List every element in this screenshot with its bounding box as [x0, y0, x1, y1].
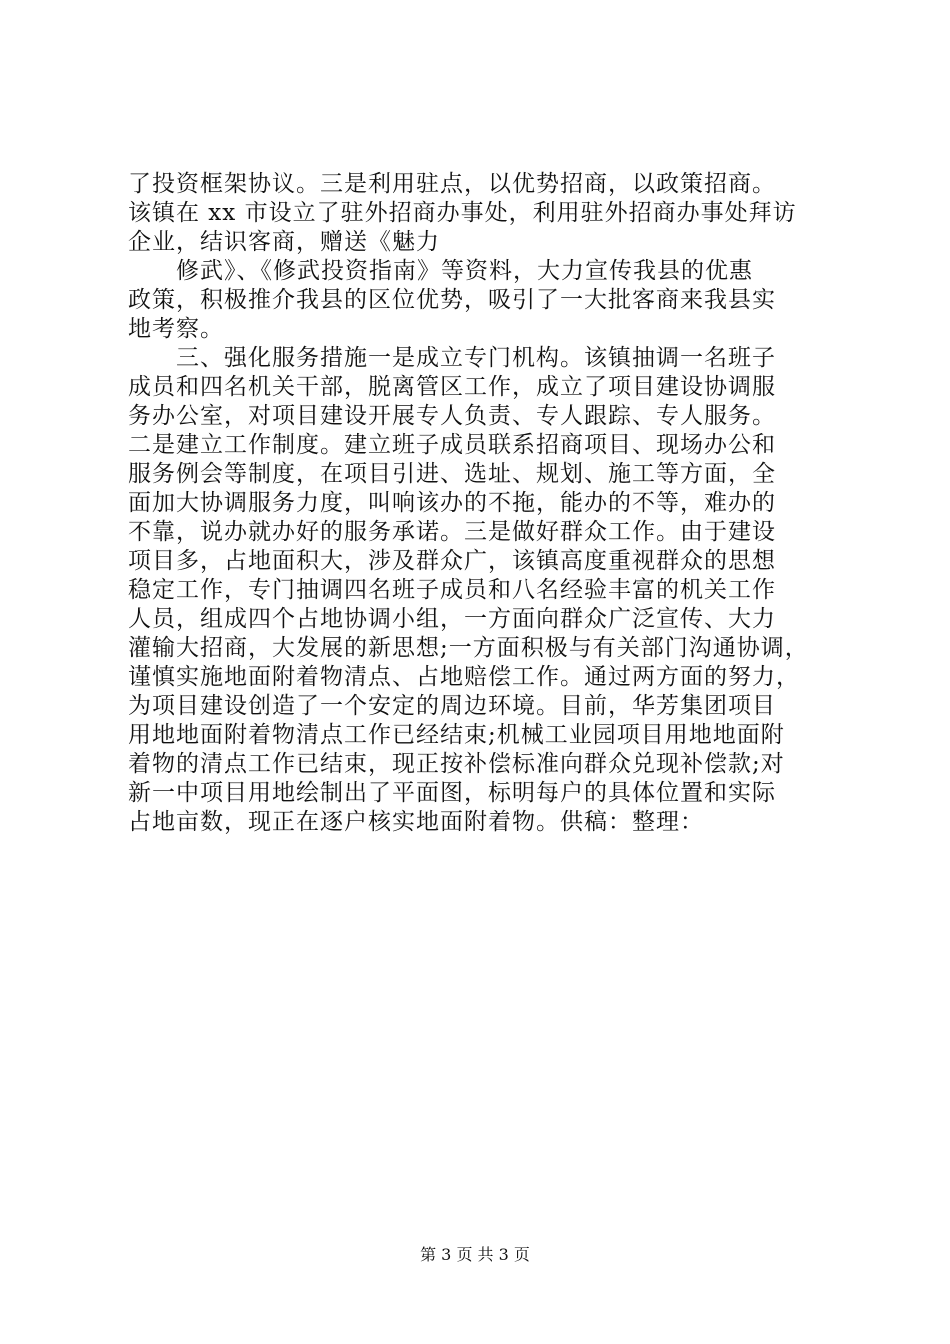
body-line: 该镇在 xx 市设立了驻外招商办事处，利用驻外招商办事处拜访: [128, 200, 797, 226]
document-body: [128, 170, 828, 837]
section-heading-line: 三、强化服务措施一是成立专门机构。该镇抽调一名班子: [176, 345, 776, 371]
body-line: 为项目建设创造了一个安定的周边环境。目前，华芳集团项目: [128, 693, 776, 719]
body-line: 面加大协调服务力度，叫响该办的不拖，能办的不等，难办的: [128, 490, 776, 516]
page-number-footer: 第 3 页 共 3 页: [420, 1245, 530, 1264]
body-line: 地考察。: [128, 316, 224, 342]
body-line: 了投资框架协议。三是利用驻点，以优势招商，以政策招商。: [128, 171, 776, 197]
body-line: 修武》、《修武投资指南》等资料，大力宣传我县的优惠: [176, 258, 753, 284]
body-line: 新一中项目用地绘制出了平面图，标明每户的具体位置和实际: [128, 780, 776, 806]
body-line: 不靠，说办就办好的服务承诺。三是做好群众工作。由于建设: [128, 519, 776, 545]
body-line: 稳定工作，专门抽调四名班子成员和八名经验丰富的机关工作: [128, 577, 776, 603]
body-line: 占地亩数，现正在逐户核实地面附着物。供稿：整理：: [128, 809, 704, 835]
body-line: 政策，积极推介我县的区位优势，吸引了一大批客商来我县实: [128, 287, 776, 313]
body-line: 务办公室，对项目建设开展专人负责、专人跟踪、专人服务。: [128, 403, 776, 429]
body-line: 人员，组成四个占地协调小组，一方面向群众广泛宣传、大力: [128, 606, 776, 632]
body-line: 谨慎实施地面附着物清点、占地赔偿工作。通过两方面的努力，: [128, 664, 800, 690]
body-line: 二是建立工作制度。建立班子成员联系招商项目、现场办公和: [128, 432, 776, 458]
body-line: 灌输大招商，大发展的新思想;一方面积极与有关部门沟通协调，: [128, 635, 809, 661]
body-line: 着物的清点工作已结束，现正按补偿标准向群众兑现补偿款;对: [128, 751, 785, 777]
body-line: 成员和四名机关干部，脱离管区工作，成立了项目建设协调服: [128, 374, 776, 400]
body-line: 服务例会等制度，在项目引进、选址、规划、施工等方面，全: [128, 461, 776, 487]
body-line: 项目多，占地面积大，涉及群众广，该镇高度重视群众的思想: [128, 548, 776, 574]
body-line: 用地地面附着物清点工作已经结束;机械工业园项目用地地面附: [128, 722, 785, 748]
body-line: 企业，结识客商，赠送《魅力: [128, 229, 440, 255]
